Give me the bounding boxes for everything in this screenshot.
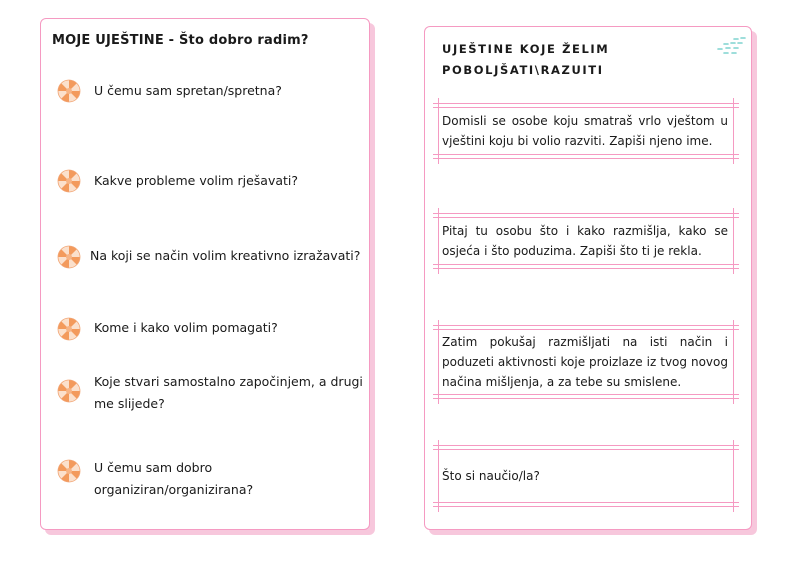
question-item <box>57 317 334 341</box>
question-text: Na koji se način volim kreativno izražavati? <box>90 248 361 263</box>
peppermint-candy-icon <box>57 317 81 341</box>
peppermint-candy-icon <box>57 459 81 483</box>
question-text: U čemu sam spretan/spretna? <box>94 83 282 98</box>
question-text: U čemu sam dobro organiziran/organizirana? <box>94 460 254 497</box>
task-text: Zatim pokušaj razmišljati na isti način i poduzeti aktivnosti koje proizlaze iz tvog novog načina mišljenja, a za tebe su smislene. <box>442 335 728 389</box>
question-item <box>57 371 379 415</box>
peppermint-candy-icon <box>57 379 81 403</box>
improve-skills-card <box>424 26 752 530</box>
sparkle-dashes-icon <box>716 36 750 58</box>
peppermint-candy-icon <box>57 245 81 269</box>
improve-skills-title: UJEŠTINE KOJE ŽELIM POBOLJŠATI\RAZUITI <box>442 42 610 77</box>
question-text: Kome i kako volim pomagati? <box>94 320 278 335</box>
task-box <box>433 213 739 269</box>
task-text: Pitaj tu osobu što i kako razmišlja, kako se osjeća i što poduzima. Zapiši što ti je rekla. <box>442 224 728 258</box>
question-item <box>57 169 334 193</box>
task-text: Što si naučio/la? <box>442 469 540 483</box>
task-box <box>433 325 739 399</box>
question-text: Koje stvari samostalno započinjem, a drugi me slijede? <box>94 374 363 411</box>
task-box <box>433 445 739 507</box>
peppermint-candy-icon <box>57 79 81 103</box>
skills-card-title: MOJE UJEŠTINE - Što dobro radim? <box>52 33 309 48</box>
question-item <box>57 79 334 103</box>
question-item <box>57 245 380 269</box>
peppermint-candy-icon <box>57 169 81 193</box>
task-text: Domisli se osobe koju smatraš vrlo vještom u vještini koju bi volio razviti. Zapiši njeno ime. <box>442 114 728 148</box>
task-box <box>433 103 739 159</box>
question-item <box>57 457 294 501</box>
question-text: Kakve probleme volim rješavati? <box>94 173 299 188</box>
skills-card <box>40 18 370 530</box>
